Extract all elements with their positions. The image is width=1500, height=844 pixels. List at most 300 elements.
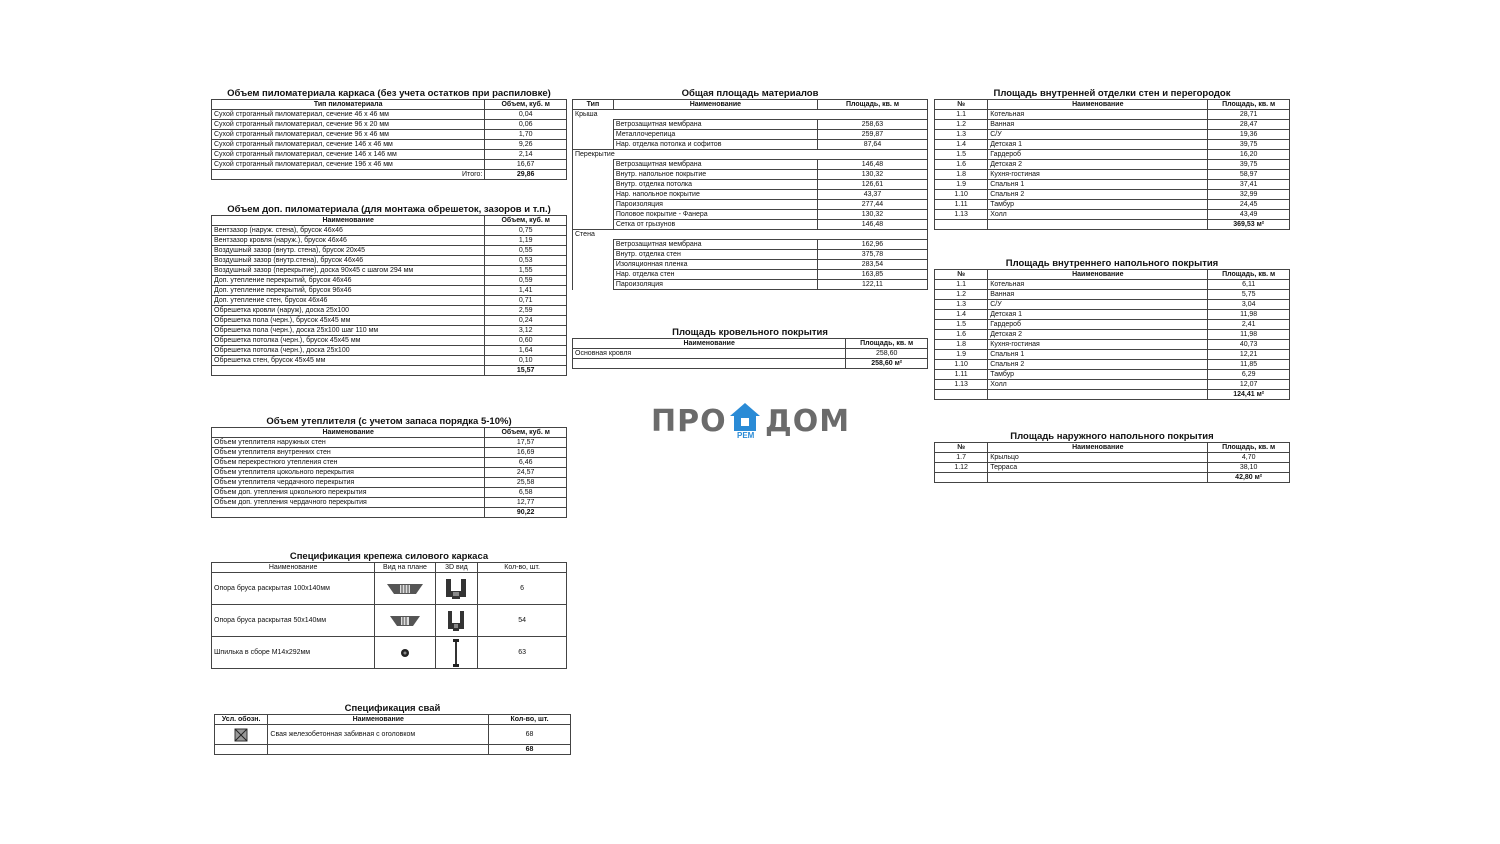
room-area: 28,71 [1208,110,1290,120]
table-row [935,150,1290,160]
room-area: 39,75 [1208,160,1290,170]
table-row [212,256,567,266]
table-row [212,316,567,326]
room-number: 1.13 [935,380,988,390]
group-spacer [573,280,614,290]
roof-section [572,327,928,369]
room-name: Холл [988,380,1208,390]
material-name: Пароизоляция [613,200,817,210]
room-name: С/У [988,300,1208,310]
table-row [573,250,928,260]
table-row [212,296,567,306]
material-area: 122,11 [817,280,927,290]
total-spacer [212,366,485,376]
total-spacer [935,390,988,400]
total-row [212,508,567,518]
group-spacer [573,130,614,140]
material-name: Нар. отделка стен [613,270,817,280]
col-header: Тип [573,100,614,110]
table-row [212,458,567,468]
group-spacer [573,170,614,180]
material-area: 163,85 [817,270,927,280]
prodom-logo [651,400,851,445]
table-row [212,160,567,170]
material-name: Пароизоляция [613,280,817,290]
pile-total: 68 [489,745,571,755]
material-area: 130,32 [817,170,927,180]
insulation-title: Объем утеплителя (с учетом запаса порядка 5-10%) [266,416,512,427]
material-group-type: Стена [573,230,928,240]
item-value: 0,53 [485,256,567,266]
fastener-qty: 54 [478,605,567,637]
total-row [212,170,567,180]
material-area: 87,64 [817,140,927,150]
total-row [935,390,1290,400]
table-row [573,280,928,290]
group-spacer [573,190,614,200]
room-name: Спальня 2 [988,190,1208,200]
group-row [573,150,928,160]
room-number: 1.6 [935,330,988,340]
room-area: 11,85 [1208,360,1290,370]
col-header: Кол-во, шт. [489,715,571,725]
room-name: Детская 1 [988,140,1208,150]
room-number: 1.5 [935,320,988,330]
table-row [573,349,928,359]
col-header: № [935,443,988,453]
col-header: Вид на плане [375,563,435,573]
item-name: Обрешетка потолка (черн.), брусок 45х45 мм [212,336,485,346]
room-number: 1.11 [935,200,988,210]
col-header: № [935,270,988,280]
group-spacer [573,210,614,220]
item-name: Объем утеплителя наружных стен [212,438,485,448]
table-row [573,210,928,220]
table-row [935,320,1290,330]
table-row [212,246,567,256]
extra-lumber-table [211,215,567,376]
room-name: Кухня-гостиная [988,170,1208,180]
item-value: 0,10 [485,356,567,366]
roof-total: 258,60 м² [846,359,928,369]
table-row [212,448,567,458]
room-number: 1.13 [935,210,988,220]
room-number: 1.2 [935,120,988,130]
room-area: 38,10 [1208,463,1290,473]
table-row [573,180,928,190]
room-number: 1.12 [935,463,988,473]
total-spacer [935,473,988,483]
col-header: Объем, куб. м [485,100,567,110]
item-value: 0,71 [485,296,567,306]
total-value: 124,41 м² [1208,390,1290,400]
table-row [215,725,571,745]
inner-floor-table [934,269,1290,400]
room-number: 1.6 [935,160,988,170]
room-area: 40,73 [1208,340,1290,350]
room-area: 4,70 [1208,453,1290,463]
item-name: Обрешетка кровли (наруж), доска 25х100 [212,306,485,316]
material-name: Нар. напольное покрытие [613,190,817,200]
group-row [573,110,928,120]
table-row [212,346,567,356]
table-row [935,370,1290,380]
material-name: Металлочерепица [613,130,817,140]
total-value: 29,86 [485,170,567,180]
table-row [212,120,567,130]
pile-symbol-icon [215,725,268,745]
room-area: 16,20 [1208,150,1290,160]
material-name: Внутр. напольное покрытие [613,170,817,180]
item-name: Обрешетка стен, брусок 45х45 мм [212,356,485,366]
total-spacer [212,508,485,518]
table-row [935,310,1290,320]
room-name: Кухня-гостиная [988,340,1208,350]
outer-floor-table [934,442,1290,483]
piles-section [214,703,571,755]
pile-name: Свая железобетонная забивная с оголовком [268,725,489,745]
total-row [215,745,571,755]
material-name: Ветрозащитная мембрана [613,120,817,130]
material-name: Половое покрытие - Фанера [613,210,817,220]
col-header: Наименование [573,339,846,349]
col-header: Наименование [988,443,1208,453]
item-value: 12,77 [485,498,567,508]
item-value: 0,06 [485,120,567,130]
roof-area: 258,60 [846,349,928,359]
item-name: Обрешетка пола (черн.), брусок 45х45 мм [212,316,485,326]
fasteners-title: Спецификация крепежа силового каркаса [289,551,489,562]
room-number: 1.2 [935,290,988,300]
house-icon [729,402,761,432]
material-area: 277,44 [817,200,927,210]
item-value: 0,55 [485,246,567,256]
room-area: 58,97 [1208,170,1290,180]
table-row [573,190,928,200]
table-row [212,150,567,160]
lumber-table [211,99,567,180]
item-value: 6,46 [485,458,567,468]
group-spacer [573,120,614,130]
item-value: 0,75 [485,226,567,236]
wide-joist-hanger-plan-icon [375,573,435,605]
table-row [573,170,928,180]
col-header: Наименование [212,428,485,438]
total-row [935,220,1290,230]
table-row [573,240,928,250]
item-value: 25,58 [485,478,567,488]
col-header: № [935,100,988,110]
room-number: 1.8 [935,170,988,180]
item-value: 1,41 [485,286,567,296]
room-area: 37,41 [1208,180,1290,190]
room-number: 1.9 [935,350,988,360]
total-spacer [988,390,1208,400]
item-name: Обрешетка потолка (черн.), доска 25х100 [212,346,485,356]
item-name: Доп. утепление стен, брусок 46х46 [212,296,485,306]
fastener-qty: 63 [478,637,567,669]
col-header: Площадь, кв. м [846,339,928,349]
threaded-rod-plan-icon [375,637,435,669]
room-name: Спальня 1 [988,180,1208,190]
col-header: Объем, куб. м [485,428,567,438]
col-header: Тип пиломатериала [212,100,485,110]
col-header: Наименование [988,270,1208,280]
materials-section [572,88,928,290]
table-row [935,340,1290,350]
room-number: 1.1 [935,110,988,120]
item-name: Сухой строганный пиломатериал, сечение 46 х 46 мм [212,110,485,120]
group-spacer [573,260,614,270]
threaded-rod-3d-icon [435,637,478,669]
group-spacer [573,180,614,190]
table-row [935,280,1290,290]
piles-table [214,714,571,755]
room-number: 1.3 [935,300,988,310]
table-row [935,200,1290,210]
roof-table [572,338,928,369]
table-row [212,140,567,150]
room-name: Гардероб [988,150,1208,160]
room-number: 1.5 [935,150,988,160]
table-row [212,306,567,316]
item-value: 3,12 [485,326,567,336]
item-name: Объем доп. утепления чердачного перекрытия [212,498,485,508]
roof-title: Площадь кровельного покрытия [672,327,828,338]
lumber-section [211,88,567,180]
item-value: 17,57 [485,438,567,448]
material-area: 43,37 [817,190,927,200]
item-value: 0,04 [485,110,567,120]
table-row [935,330,1290,340]
item-value: 0,24 [485,316,567,326]
table-row [212,130,567,140]
room-area: 3,04 [1208,300,1290,310]
item-name: Сухой строганный пиломатериал, сечение 146 х 46 мм [212,140,485,150]
pile-qty: 68 [489,725,571,745]
group-spacer [573,240,614,250]
item-name: Сухой строганный пиломатериал, сечение 96 х 20 мм [212,120,485,130]
item-value: 9,26 [485,140,567,150]
material-name: Внутр. отделка потолка [613,180,817,190]
total-spacer [988,473,1208,483]
table-row [573,140,928,150]
room-area: 11,98 [1208,330,1290,340]
materials-title: Общая площадь материалов [681,88,819,99]
room-area: 11,98 [1208,310,1290,320]
total-value: 90,22 [485,508,567,518]
item-name: Воздушный зазор (перекрытие), доска 90х45 с шагом 294 мм [212,266,485,276]
item-value: 1,70 [485,130,567,140]
item-value: 0,59 [485,276,567,286]
narrow-joist-hanger-plan-icon [375,605,435,637]
table-row [935,110,1290,120]
room-area: 6,29 [1208,370,1290,380]
col-header: Площадь, кв. м [1208,443,1290,453]
outer-floor-section [934,431,1290,483]
materials-table [572,99,928,290]
room-area: 2,41 [1208,320,1290,330]
room-name: Ванная [988,290,1208,300]
room-area: 12,07 [1208,380,1290,390]
room-area: 28,47 [1208,120,1290,130]
material-area: 259,87 [817,130,927,140]
fasteners-section [211,551,567,669]
group-row [573,230,928,240]
col-header: Наименование [212,563,375,573]
table-row [573,200,928,210]
room-name: Спальня 1 [988,350,1208,360]
table-row [935,453,1290,463]
room-name: Спальня 2 [988,360,1208,370]
room-area: 24,45 [1208,200,1290,210]
table-row [212,488,567,498]
outer-floor-title: Площадь наружного напольного покрытия [1010,431,1214,442]
table-row [573,270,928,280]
table-row [212,573,567,605]
col-header: 3D вид [435,563,478,573]
room-name: Тамбур [988,370,1208,380]
item-name: Объем утеплителя внутренних стен [212,448,485,458]
table-row [212,605,567,637]
piles-title: Спецификация свай [344,703,441,714]
item-value: 16,69 [485,448,567,458]
col-header: Усл. обозн. [215,715,268,725]
logo-sub-text: РЕМ [737,431,755,440]
wide-joist-hanger-3d-icon [435,573,478,605]
table-row [212,326,567,336]
material-name: Внутр. отделка стен [613,250,817,260]
room-area: 12,21 [1208,350,1290,360]
table-row [935,190,1290,200]
item-name: Доп. утепление перекрытий, брусок 46х46 [212,276,485,286]
material-name: Ветрозащитная мембрана [613,240,817,250]
material-name: Ветрозащитная мембрана [613,160,817,170]
table-row [935,290,1290,300]
item-name: Сухой строганный пиломатериал, сечение 196 х 46 мм [212,160,485,170]
material-area: 283,54 [817,260,927,270]
item-value: 1,64 [485,346,567,356]
material-name: Сетка от грызунов [613,220,817,230]
group-spacer [573,270,614,280]
room-number: 1.4 [935,140,988,150]
material-area: 126,61 [817,180,927,190]
room-name: Детская 1 [988,310,1208,320]
item-name: Обрешетка пола (черн.), доска 25х100 шаг 110 мм [212,326,485,336]
room-area: 6,11 [1208,280,1290,290]
total-spacer [988,220,1208,230]
col-header: Площадь, кв. м [1208,100,1290,110]
group-spacer [573,160,614,170]
wall-finish-title: Площадь внутренней отделки стен и перегородок [993,88,1231,99]
total-value: 42,80 м² [1208,473,1290,483]
fastener-name: Шпилька в сборе М14х292мм [212,637,375,669]
table-row [935,350,1290,360]
room-name: Ванная [988,120,1208,130]
inner-floor-section [934,258,1290,400]
table-row [573,120,928,130]
room-area: 39,75 [1208,140,1290,150]
item-name: Сухой строганный пиломатериал, сечение 96 х 46 мм [212,130,485,140]
item-value: 1,19 [485,236,567,246]
item-name: Вентзазор (наруж. стена), брусок 46х46 [212,226,485,236]
item-value: 1,55 [485,266,567,276]
material-name: Изоляционная пленка [613,260,817,270]
fastener-name: Опора бруса раскрытая 50х140мм [212,605,375,637]
material-group-type: Крыша [573,110,928,120]
room-area: 5,75 [1208,290,1290,300]
narrow-joist-hanger-3d-icon [435,605,478,637]
col-header: Площадь, кв. м [817,100,927,110]
table-row [212,110,567,120]
total-row [212,366,567,376]
room-name: Котельная [988,110,1208,120]
table-row [212,336,567,346]
material-area: 146,48 [817,220,927,230]
table-row [573,130,928,140]
room-number: 1.10 [935,360,988,370]
inner-floor-title: Площадь внутреннего напольного покрытия [1005,258,1219,269]
table-row [212,478,567,488]
group-spacer [573,140,614,150]
item-value: 16,67 [485,160,567,170]
table-row [212,226,567,236]
item-name: Объем утеплителя цокольного перекрытия [212,468,485,478]
material-name: Нар. отделка потолка и софитов [613,140,817,150]
table-row [935,380,1290,390]
extra-lumber-section [211,204,567,376]
table-row [935,180,1290,190]
room-number: 1.9 [935,180,988,190]
room-area: 19,36 [1208,130,1290,140]
extra-lumber-title: Объем доп. пиломатериала (для монтажа обрешеток, зазоров и т.п.) [227,204,551,215]
item-name: Сухой строганный пиломатериал, сечение 146 х 146 мм [212,150,485,160]
material-area: 258,63 [817,120,927,130]
fastener-name: Опора бруса раскрытая 100х140мм [212,573,375,605]
item-name: Вентзазор кровля (наруж.), брусок 46х46 [212,236,485,246]
item-name: Доп. утепление перекрытий, брусок 96х46 [212,286,485,296]
item-value: 2,59 [485,306,567,316]
table-row [935,170,1290,180]
table-row [935,160,1290,170]
table-row [212,276,567,286]
table-row [212,438,567,448]
material-area: 162,96 [817,240,927,250]
room-name: Крыльцо [988,453,1208,463]
roof-name: Основная кровля [573,349,846,359]
room-name: Гардероб [988,320,1208,330]
table-row [212,236,567,246]
room-number: 1.7 [935,453,988,463]
logo-right-text: ДОМ [765,404,851,439]
col-header: Наименование [212,216,485,226]
table-row [935,463,1290,473]
room-name: Котельная [988,280,1208,290]
group-spacer [573,200,614,210]
room-name: Тамбур [988,200,1208,210]
room-area: 32,99 [1208,190,1290,200]
item-value: 2,14 [485,150,567,160]
room-name: С/У [988,130,1208,140]
table-row [212,286,567,296]
item-name: Объем перекрестного утепления стен [212,458,485,468]
item-name: Воздушный зазор (внутр.стена), брусок 46х46 [212,256,485,266]
room-number: 1.8 [935,340,988,350]
room-number: 1.4 [935,310,988,320]
item-value: 6,58 [485,488,567,498]
table-row [573,260,928,270]
table-row [935,130,1290,140]
